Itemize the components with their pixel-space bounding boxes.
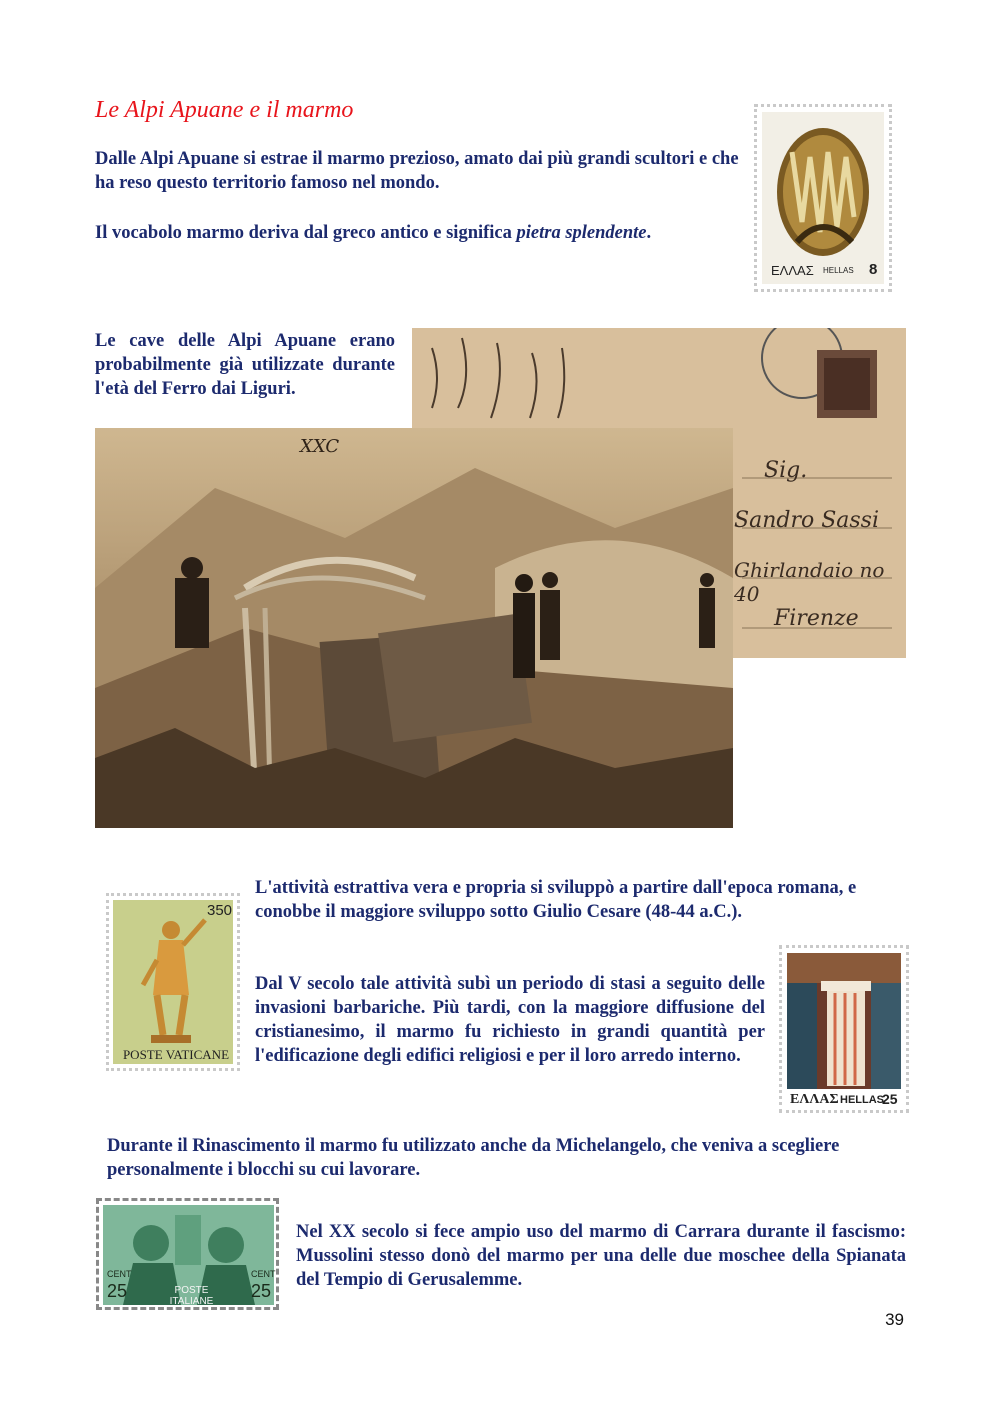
photo-caption: XXC: [300, 436, 340, 457]
roman-paragraph: L'attività estrattiva vera e propria si sviluppò a partire dall'epoca romana, e conobbe il maggiore sviluppo sotto Giulio Cesare (48-44 a.C.).: [255, 878, 857, 922]
postcard-line-1: Sig.: [764, 458, 808, 483]
vatican-stamp-value: 350: [207, 902, 233, 919]
renaissance-paragraph: Durante il Rinascimento il marmo fu utilizzato anche da Michelangelo, che veniva a scegliere personalmente i blocchi su cui lavorare.: [107, 1136, 840, 1180]
vatican-stamp: [106, 893, 240, 1071]
intro-paragraph: Dalle Alpi Apuane si estrae il marmo prezioso, amato dai più grandi scultori e che ha reso questo territorio famoso nel mondo.: [95, 149, 739, 193]
twentieth-paragraph: Nel XX secolo si fece ampio uso del marmo di Carrara durante il fascismo: Mussolini stesso donò del marmo per una delle due moschee della Spianata del Tempio di Gerusalemme.: [296, 1222, 906, 1290]
greek-column-stamp: [779, 945, 909, 1113]
medieval-paragraph: Dal V secolo tale attività subì un periodo di stasi a seguito delle invasioni barbariche. Più tardi, con la maggiore diffusione del cristianesimo, il marmo fu richiesto in grandi quantità per l'edificazione degli edifici religiosi e per il loro arredo interno.: [255, 974, 765, 1066]
postcard-line-3: Ghirlandaio no 40: [734, 558, 885, 606]
cave-stamp-image: [762, 112, 884, 284]
vatican-stamp-image: [113, 900, 233, 1064]
quarry-photo-image: [95, 428, 733, 828]
column-stamp-country: ΕΛΛΑΣ: [790, 1092, 839, 1107]
vocab-end: .: [646, 223, 652, 243]
postcard-line-4: Firenze: [774, 606, 859, 631]
cave-paragraph: Le cave delle Alpi Apuane erano probabilmente già utilizzate durante l'età del Ferro dai Liguri.: [95, 331, 395, 399]
italian-stamp-cent-right: CENT: [251, 1269, 276, 1279]
column-stamp-value: 25: [882, 1091, 898, 1107]
postcard-line-2: Sandro Sassi: [734, 508, 879, 533]
italian-stamp-value-right: 25: [251, 1281, 272, 1301]
italian-stamp-cent-left: CENT: [107, 1269, 132, 1279]
cave-stamp-value: 8: [869, 261, 878, 278]
greek-cave-stamp: [754, 104, 892, 292]
quarry-photo: [95, 428, 733, 828]
column-stamp-country-latin: HELLAS: [840, 1094, 884, 1106]
vocab-italic: pietra splendente: [516, 223, 647, 243]
italian-stamp-country: POSTE ITALIANE: [169, 1285, 214, 1307]
vocab-text: Il vocabolo marmo deriva dal greco antico e significa: [95, 223, 517, 243]
vatican-stamp-country: POSTE VATICANE: [122, 1047, 230, 1062]
page-number: 39: [885, 1310, 904, 1329]
vocab-paragraph: [95, 221, 745, 245]
cave-stamp-country-latin: HELLAS: [823, 266, 854, 275]
cave-stamp-country: ΕΛΛΑΣ: [771, 263, 814, 278]
page-title: Le Alpi Apuane e il marmo: [95, 97, 354, 123]
column-stamp-image: [787, 953, 901, 1089]
italian-stamp-value-left: 25: [107, 1281, 128, 1301]
italian-stamp: [96, 1198, 279, 1310]
